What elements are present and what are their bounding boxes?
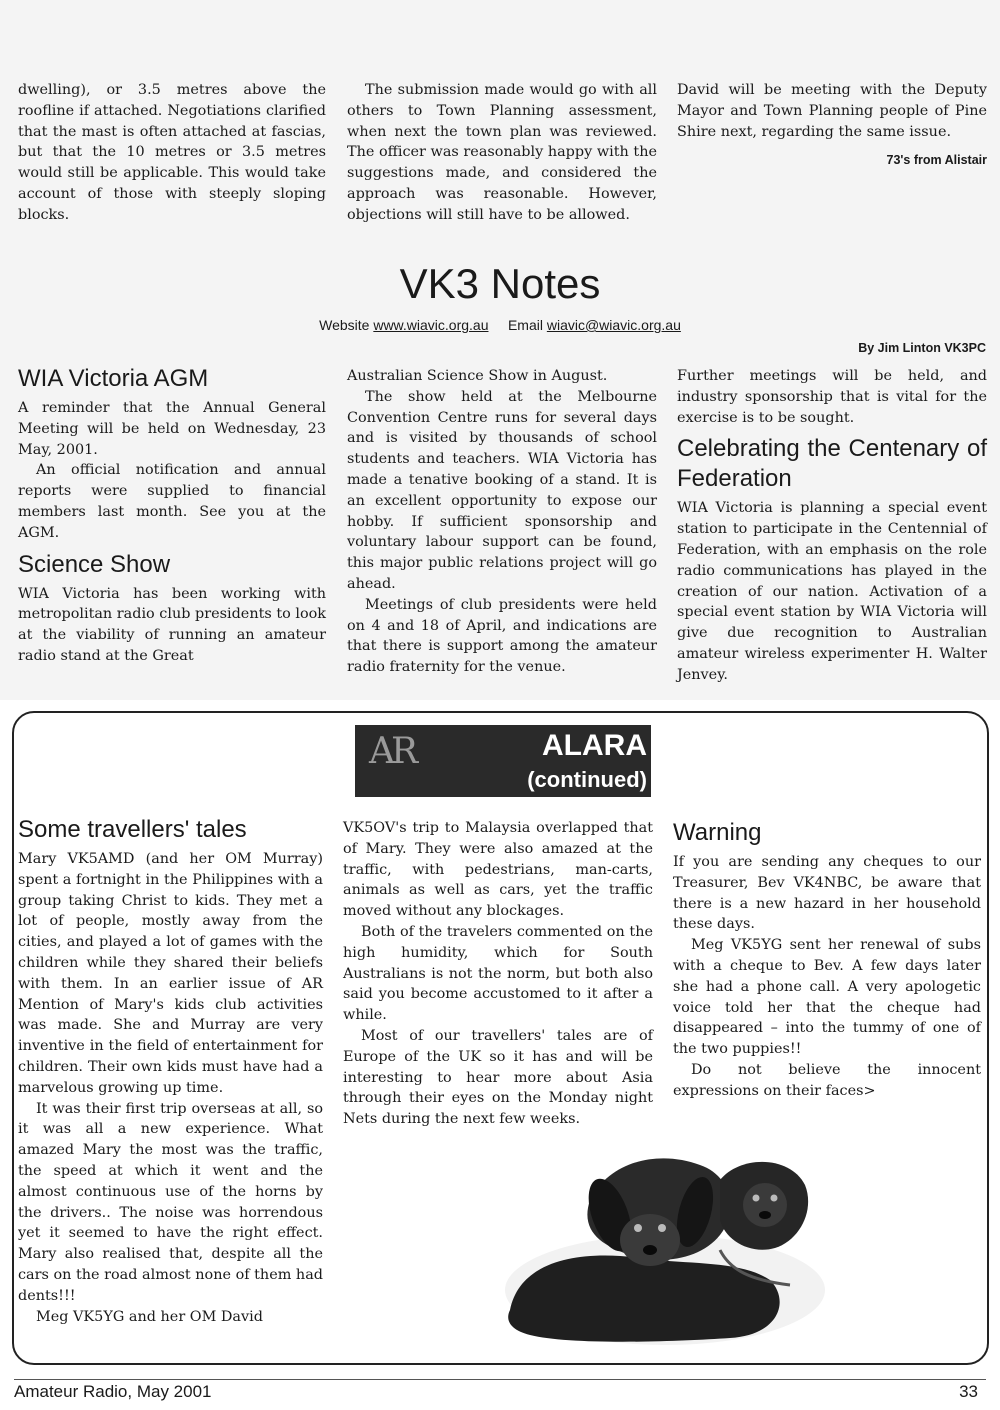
top-column-1 (18, 80, 326, 226)
email-link[interactable]: wiavic@wiavic.org.au (546, 317, 681, 333)
centenary-heading: Celebrating the Centenary of Federation (677, 435, 987, 493)
website-label: Website (319, 317, 370, 333)
byline: By Jim Linton VK3PC (858, 341, 986, 355)
science-heading: Science Show (18, 550, 171, 578)
vk3-col2-paragraph-2: The show held at the Melbourne Convention Centre runs for several days and is visited by thousands of school students and teachers. WIA Victoria has made a tenative booking of a stand. It is an excellent opportunity to expose our hobby. If sufficient sponsorship and voluntary labour support can be found, this major public relations project will go ahead. (347, 388, 657, 592)
section-title: VK3 Notes (399, 260, 601, 307)
alara-col2-paragraph-1: VK5OV's trip to Malaysia overlapped that of Mary. They were also amazed at the traffic, with pedestrians, man-carts, animals as well as cars, yet the traffic moved without any blockages. (343, 820, 653, 920)
signoff: 73's from Alistair (886, 153, 987, 168)
page-number: 33 (959, 1382, 978, 1401)
alara-title: ALARA (542, 729, 647, 762)
centenary-paragraph-1: WIA Victoria is planning a special event station to participate in the Centennial of Federation, with an emphasis on the role radio communications has played in the creation of our nation. Activation of a special event station by WIA Victoria will give due recognition to Australian amateur wireless experimenter H. Walter Jenvey. (677, 500, 987, 683)
alara-column-1 (18, 815, 323, 1327)
agm-paragraph-2: An official notification and annual reports were supplied to financial members last month. See you at the AGM. (18, 462, 326, 541)
alara-banner (355, 725, 651, 797)
alara-column-2 (343, 818, 653, 1130)
ar-logo: AR (369, 731, 415, 772)
tales-paragraph-2: It was their first trip overseas at all, so it was all a new experience. What amazed Mary the most was the traffic, the speed at which it went and the almost continuous use of the horns by the drivers.. The noise was horrendous yet it seemed to have the right effect. Mary also realised that, despite all the cars on the road almost none of them had dents!!! (18, 1100, 323, 1304)
vk3-col2-paragraph-1: Australian Science Show in August. (347, 368, 608, 384)
puppies-photo (490, 1140, 830, 1355)
vk3-column-2 (347, 366, 657, 678)
alara-col2-paragraph-3: Most of our travellers' tales are of Europe of the UK so it has and will be interesting to hear more about Asia through their eyes on the Monday night Nets during the next few weeks. (343, 1027, 653, 1128)
top-col1-text: dwelling), or 3.5 metres above the roofline if attached. Negotiations clarified that the mast is often attached at fascias, but that the 10 metres or 3.5 metres would still be applicable. This would take account of those with steeply sloping blocks. (18, 82, 326, 223)
agm-paragraph-1: A reminder that the Annual General Meeting will be held on Wednesday, 23 May, 2001. (18, 400, 326, 458)
alara-col2-paragraph-2: Both of the travelers commented on the high humidity, which for South Australians is not the norm, but both also said you become accustomed to it after a while. (343, 923, 653, 1024)
alara-subtitle: (continued) (527, 767, 647, 792)
warning-paragraph-3: Do not believe the innocent expressions on their faces> (673, 1061, 981, 1099)
tales-paragraph-3: Meg VK5YG and her OM David (36, 1308, 263, 1325)
tales-heading: Some travellers' tales (18, 816, 247, 843)
top-col2-text: The submission made would go with all others to Town Planning assessment, when next the town plan was reviewed. The officer was reasonably happy with the suggestions made, and considered the approach was reasonable. However, objections will still have to be allowed. (347, 82, 657, 223)
website-link[interactable]: www.wiavic.org.au (373, 317, 489, 333)
top-column-3 (677, 80, 987, 171)
warning-heading: Warning (673, 819, 762, 846)
vk3-column-1 (18, 364, 326, 667)
warning-paragraph-2: Meg VK5YG sent her renewal of subs with a cheque to Bev. A few days later she had a phone call. A very apologetic voice told her that the cheque had disappeared – into the tummy of one of the two puppies!! (673, 937, 981, 1058)
tales-paragraph-1: Mary VK5AMD (and her OM Murray) spent a fortnight in the Philippines with a group taking Christ to kids. They met a lot of people, mostly away from the cities, and played a lot of games with the children while they shared their beliefs with them. In an earlier issue of AR Mention of Mary's kids club activities was made. She and Murray are very inventive in the field of entertainment for children. Their own kids must have had a marvelous growing up time. (18, 851, 323, 1096)
science-paragraph-1: WIA Victoria has been working with metropolitan radio club presidents to look at the viability of running an amateur radio stand at the Great (18, 585, 327, 664)
contact-line (0, 317, 1000, 333)
top-column-2 (347, 80, 657, 226)
top-col3-text: David will be meeting with the Deputy Mayor and Town Planning people of Pine Shire next, regarding the same issue. (677, 82, 987, 140)
footer-publication: Amateur Radio, May 2001 (14, 1382, 212, 1401)
warning-paragraph-1: If you are sending any cheques to our Treasurer, Bev VK4NBC, be aware that there is a new hazard in her household these days. (673, 854, 981, 933)
email-label: Email (507, 317, 543, 333)
agm-heading: WIA Victoria AGM (18, 365, 209, 392)
alara-column-3 (673, 818, 981, 1102)
vk3-column-3 (677, 366, 987, 686)
vk3-col3-paragraph-1: Further meetings will be held, and industry sponsorship that is vital for the exercise is to be sought. (677, 368, 987, 426)
footer-rule (14, 1379, 986, 1380)
vk3-col2-paragraph-3: Meetings of club presidents were held on 4 and 18 of April, and indications are that there is support among the amateur radio fraternity for the venue. (347, 596, 657, 676)
